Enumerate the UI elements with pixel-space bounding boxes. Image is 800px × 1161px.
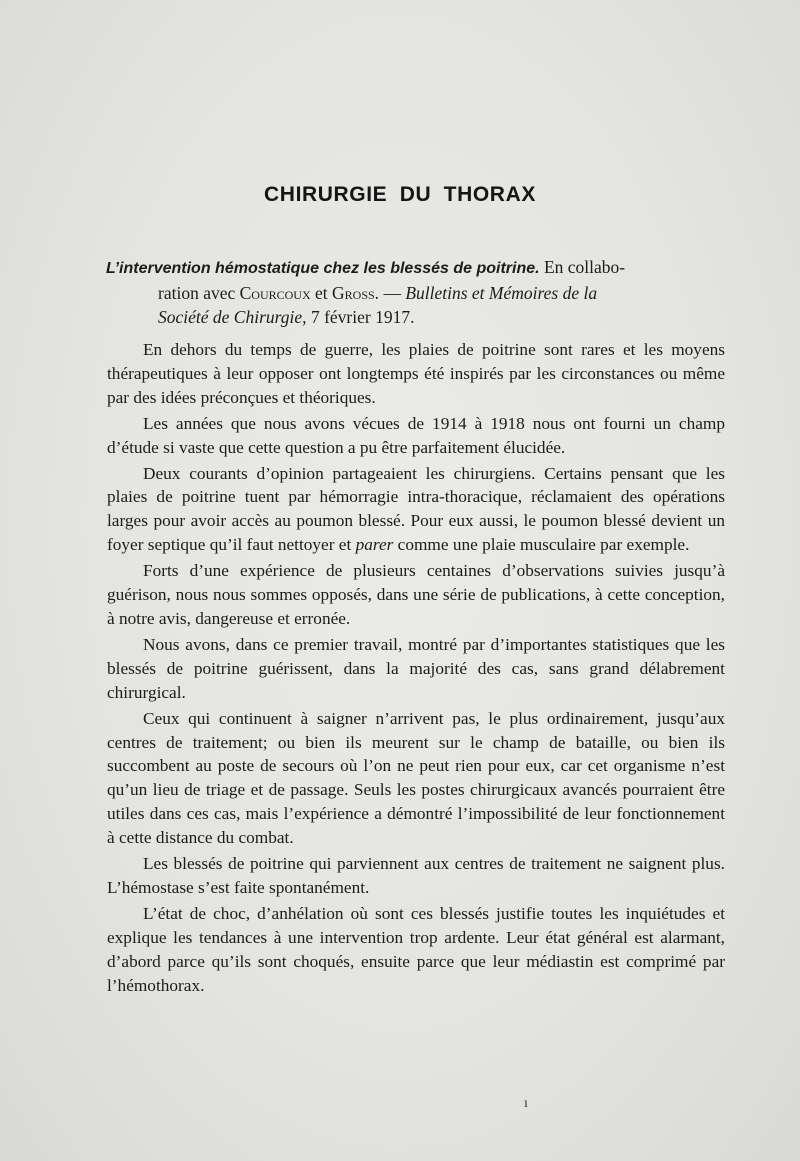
author-conjunction: et	[315, 283, 328, 303]
reference-line-3	[106, 305, 720, 329]
paragraph-5: Nous avons, dans ce premier travail, montré par d’importantes statistiques que les blessés de poitrine guérissent, dans la majorité des cas, sans grand délabrement chirurgical.	[107, 634, 725, 702]
coauthor-courcoux: Courcoux	[239, 283, 311, 303]
journal-name-part1: Bulletins et Mémoires de la	[405, 283, 598, 303]
collaboration-intro: En collabo-	[543, 257, 626, 277]
page-title: CHIRURGIE DU THORAX	[264, 183, 536, 206]
paragraph-1: En dehors du temps de guerre, les plaies de poitrine sont rares et les moyens thérapeutiques à leur opposer ont longtemps été inspirés par les circonstances ou même par des idées préconçues et théoriques.	[107, 340, 725, 407]
page-folio-mark: ı	[524, 1096, 528, 1111]
paragraph-3	[107, 462, 725, 558]
publication-date: 7 février 1917.	[310, 307, 415, 327]
reference-line-2	[106, 281, 720, 305]
coauthor-gross: Gross.	[332, 283, 380, 303]
collaboration-prefix: ration avec	[158, 283, 236, 303]
bibliographic-reference	[106, 255, 720, 329]
paragraph-4: Forts d’une expérience de plusieurs centaines d’observations suivies jusqu’à guérison, nous nous sommes opposés, dans une série de publications, à cette conception, à notre avis, dangereuse et erronée.	[107, 561, 725, 628]
paragraph-8: L’état de choc, d’anhélation où sont ces blessés justifie toutes les inquiétudes et explique les tendances à une intervention trop ardente. Leur état général est alarmant, d’abord parce qu’ils sont choqués, ensuite parce que leur médiastin est comprimé par l’hémothorax.	[107, 903, 725, 995]
paragraph-2: Les années que nous avons vécues de 1914 à 1918 nous ont fourni un champ d’étude si vaste que cette question a pu être parfaitement élucidée.	[107, 413, 725, 457]
paragraph-7: Les blessés de poitrine qui parviennent aux centres de traitement ne saignent plus. L’hémostase s’est faite spontanément.	[107, 854, 725, 897]
body-text	[107, 338, 725, 999]
reference-line-1	[106, 255, 720, 281]
paragraph-6: Ceux qui continuent à saigner n’arrivent pas, le plus ordinairement, jusqu’aux centres de traitement; ou bien ils meurent sur le champ de bataille, ou bien ils succombent au poste de secours où l’on ne peut rien pour eux, car cet organisme n’est qu’un lieu de triage et de passage. Seuls les postes chirurgicaux avancés pourraient être utiles dans ces cas, mais l’expérience a démontré l’impossibilité de leur fonctionnement à cette distance du combat.	[107, 708, 725, 848]
reference-dash: —	[383, 283, 401, 303]
paragraph-3-text-after: comme une plaie musculaire par exemple.	[397, 535, 690, 555]
paragraph-3-text-before: Deux courants d’opinion partageaient les chirurgiens. Certains pensant que les plaies de poitrine tuent par hémorragie intra-thoracique, réclamaient des opérations larges pour avoir accès au poumon blessé. Pour eux aussi, le poumon blessé devient un foyer septique qu’il faut nettoyer et	[107, 463, 725, 555]
paragraph-3-emphasis: parer	[355, 535, 394, 555]
journal-name-part2: Société de Chirurgie,	[158, 307, 307, 327]
article-title: L’intervention hémostatique chez les blessés de poitrine.	[106, 260, 540, 277]
